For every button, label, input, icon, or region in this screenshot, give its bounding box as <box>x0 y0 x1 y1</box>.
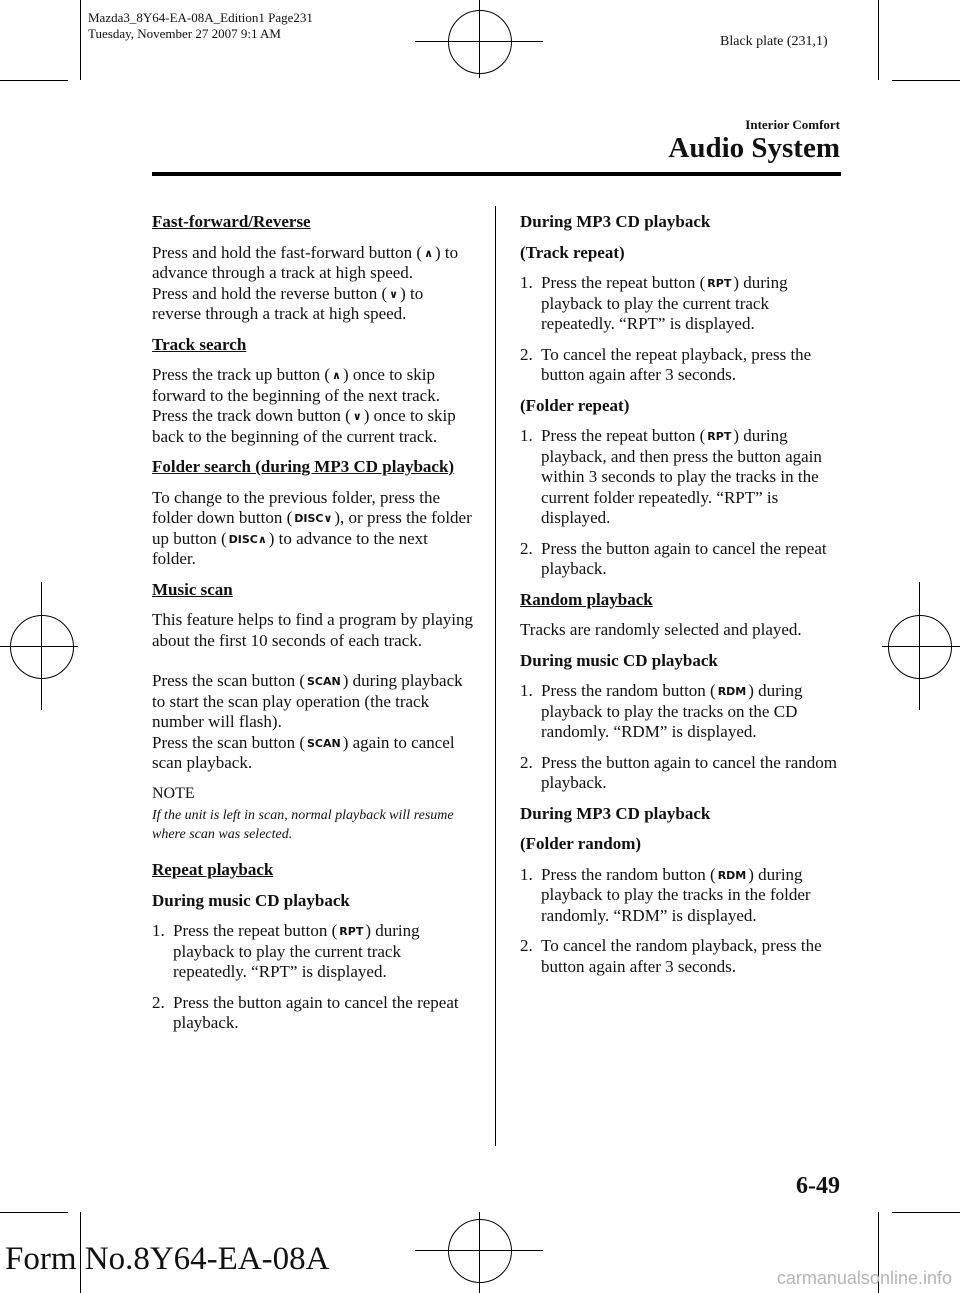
subheading: During music CD playback <box>520 650 718 670</box>
slug-line-2: Tuesday, November 27 2007 9:1 AM <box>88 26 281 41</box>
text: ) once to skip back to the beginning of the current track. <box>152 406 456 446</box>
text: Press the random button ( <box>541 681 716 700</box>
text: ) during playback to play the current track repeatedly. “RPT” is displayed. <box>173 921 420 981</box>
right-column <box>520 212 845 987</box>
text: ) during playback to play the tracks on the CD randomly. “RDM” is displayed. <box>541 681 803 741</box>
section-label: Interior Comfort <box>745 117 840 132</box>
disc-down-icon: DISC∨ <box>294 512 333 525</box>
step-number: 1. <box>520 273 533 292</box>
text: Press the button again to cancel the random playback. <box>541 752 837 792</box>
list-item <box>520 865 845 927</box>
paragraph <box>152 243 475 325</box>
rpt-icon: RPT <box>707 277 732 290</box>
step-number: 2. <box>520 752 533 772</box>
step-number: 1. <box>520 681 533 700</box>
text: ) to reverse through a track at high speed. <box>152 283 424 323</box>
text: ) again to cancel scan playback. <box>152 732 455 772</box>
subheading: During MP3 CD playback <box>520 212 711 231</box>
heading-fast-forward: Fast-forward/Reverse <box>152 212 311 231</box>
disc-up-icon: DISC∧ <box>228 532 267 546</box>
steps-list <box>520 865 845 978</box>
down-icon: ∨ <box>352 410 362 423</box>
rdm-icon: RDM <box>717 868 747 882</box>
text: Press the button again to cancel the repeat playback. <box>173 992 459 1032</box>
heading-music-scan: Music scan <box>152 579 233 599</box>
rdm-icon: RDM <box>717 685 747 698</box>
subheading: (Folder repeat) <box>520 395 630 415</box>
text: To change to the previous folder, press the folder down button ( <box>152 487 440 527</box>
column-divider <box>495 206 496 1146</box>
subheading: (Track repeat) <box>520 242 625 262</box>
subheading: During MP3 CD playback <box>520 803 711 823</box>
heading-random-playback: Random playback <box>520 589 653 609</box>
list-item <box>520 345 845 386</box>
list-item <box>520 681 845 743</box>
heading-folder-search: Folder search (during MP3 CD playback) <box>152 457 455 476</box>
up-icon: ∧ <box>424 246 433 260</box>
step-number: 1. <box>520 864 533 884</box>
note-heading: NOTE <box>152 784 195 802</box>
note-text: If the unit is left in scan, normal playback will resume where scan was selected. <box>152 808 454 842</box>
paragraph <box>152 671 475 774</box>
step-number: 1. <box>152 921 165 940</box>
list-item <box>520 273 845 335</box>
crop-mark <box>0 80 68 81</box>
steps-list <box>520 681 845 794</box>
text: ) to advance to the next folder. <box>152 528 428 568</box>
steps-list <box>520 273 845 386</box>
text: Press the button again to cancel the repeat playback. <box>541 538 827 578</box>
list-item <box>520 936 845 977</box>
text: Press the repeat button ( <box>173 921 338 940</box>
subheading: (Folder random) <box>520 834 642 853</box>
step-number: 2. <box>520 344 533 364</box>
list-item <box>520 426 845 529</box>
crop-mark <box>892 80 960 81</box>
step-number: 2. <box>520 936 533 955</box>
text: Press the track up button ( <box>152 365 330 384</box>
paragraph <box>152 365 475 447</box>
header-rule <box>152 172 841 176</box>
left-column <box>152 212 475 1044</box>
step-number: 2. <box>152 992 165 1012</box>
crop-mark <box>878 0 879 80</box>
subheading: During music CD playback <box>152 890 350 910</box>
slug-line-1: Mazda3_8Y64-EA-08A_Edition1 Page231 <box>88 10 313 25</box>
scan-icon: SCAN <box>306 736 341 750</box>
text: ), or press the folder up button ( <box>152 508 472 548</box>
registration-circle <box>10 615 74 679</box>
text: Press the repeat button ( <box>541 426 706 445</box>
list-item <box>520 753 845 794</box>
scan-icon: SCAN <box>306 675 341 688</box>
text: Press the random button ( <box>541 864 716 884</box>
text: ) during playback, and then press the button again within 3 seconds to play the tracks in the current folder repeatedly. “RPT” is displayed. <box>541 426 822 527</box>
rpt-icon: RPT <box>339 925 364 938</box>
text: Press the scan button ( <box>152 732 305 752</box>
form-number: Form No.8Y64-EA-08A <box>5 1241 330 1277</box>
list-item <box>520 539 845 580</box>
text: Press the track down button ( <box>152 406 351 425</box>
text: ) once to skip forward to the beginning of the next track. <box>152 365 440 405</box>
registration-circle <box>448 10 512 74</box>
text: Press and hold the fast-forward button ( <box>152 242 423 262</box>
list-item <box>152 993 475 1034</box>
text: Press the scan button ( <box>152 671 305 690</box>
paragraph <box>152 488 475 570</box>
heading-repeat-playback: Repeat playback <box>152 860 274 879</box>
up-icon: ∧ <box>332 369 341 382</box>
crop-mark <box>80 0 81 80</box>
step-number: 1. <box>520 426 533 445</box>
steps-list <box>520 426 845 580</box>
text: ) during playback to start the scan play operation (the track number will flash). <box>152 671 463 731</box>
rpt-icon: RPT <box>707 430 732 443</box>
text: ) to advance through a track at high speed. <box>152 242 459 282</box>
print-slug <box>88 10 313 42</box>
steps-list <box>152 921 475 1034</box>
text: To cancel the repeat playback, press the button again after 3 seconds. <box>541 344 812 384</box>
step-number: 2. <box>520 538 533 558</box>
registration-circle <box>888 615 952 679</box>
text: To cancel the random playback, press the button again after 3 seconds. <box>541 936 822 976</box>
page-number: 6-49 <box>796 1173 840 1199</box>
crop-mark <box>0 1212 68 1213</box>
registration-circle <box>448 1219 512 1283</box>
paragraph: Tracks are randomly selected and played. <box>520 620 802 639</box>
watermark: carmanualsonline.info <box>776 1268 952 1288</box>
text: Press the repeat button ( <box>541 273 706 292</box>
crop-mark <box>892 1212 960 1213</box>
down-icon: ∨ <box>389 287 399 301</box>
plate-label: Black plate (231,1) <box>720 34 828 49</box>
text: ) during playback to play the tracks in the folder randomly. “RDM” is displayed. <box>541 864 811 925</box>
heading-track-search: Track search <box>152 334 247 354</box>
text: ) during playback to play the current track repeatedly. “RPT” is displayed. <box>541 273 788 333</box>
text: Press and hold the reverse button ( <box>152 283 388 303</box>
section-title: Audio System <box>668 132 840 164</box>
list-item <box>152 921 475 983</box>
paragraph: This feature helps to find a program by playing about the first 10 seconds of each track. <box>152 610 474 650</box>
